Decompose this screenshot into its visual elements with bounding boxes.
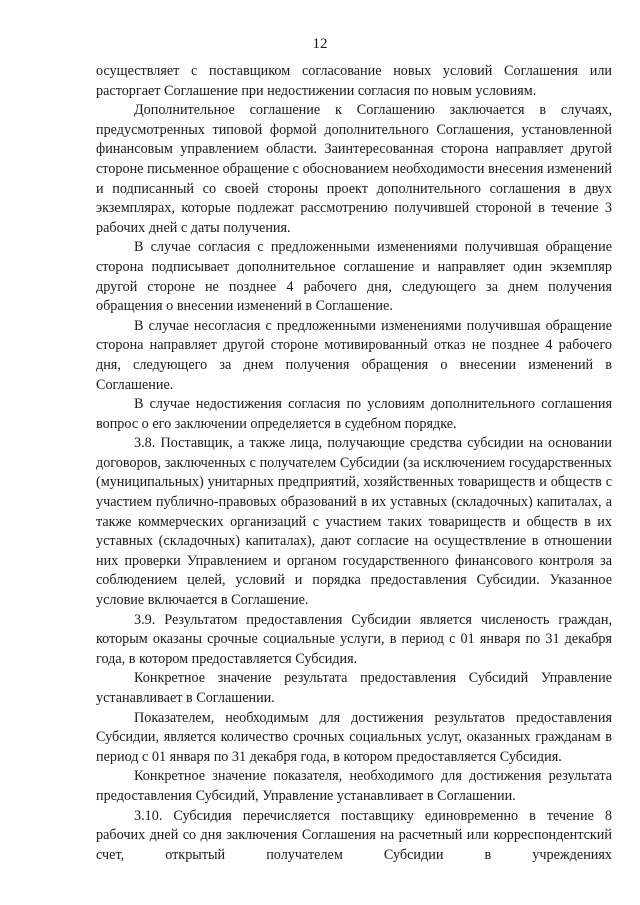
paragraph-indicator: Показателем, необходимым для достижения результатов предоставления Субсидии, является количество срочных социальных услуг, оказанных гражданам в период с 01 января по 31 декабря года, в котором предоставляется Субсидия. — [96, 709, 612, 765]
paragraph-agreement-refusal: В случае несогласия с предложенными изменениями получившая обращение сторона направляет другой стороне мотивированный отказ не позднее 4 рабочего дня, следующего за днем получения обращения о внесении изменений в Соглашение. — [96, 317, 612, 393]
paragraph-indicator-value: Конкретное значение показателя, необходимого для достижения результата предоставления Субсидий, Управление устанавливает в Соглашении. — [96, 768, 612, 804]
paragraph-additional-agreement: Дополнительное соглашение к Соглашению заключается в случаях, предусмотренных типовой формой дополнительного Соглашения, установленной финансовым управлением области. Заинтересованная сторона направляет другой стороне письменное обращение с обоснованием необходимости внесения изменений и подписанный со своей стороны проект дополнительного соглашения в двух экземплярах, которые подлежат рассмотрению получившей стороной в течение 3 рабочих дней с даты получения. — [96, 102, 612, 236]
paragraph-result-value: Конкретное значение результата предоставления Субсидий Управление устанавливает в Соглашении. — [96, 670, 612, 706]
document-body — [96, 62, 612, 865]
paragraph-clause-3-8: 3.8. Поставщик, а также лица, получающие средства субсидии на основании договоров, заключенных с получателем Субсидии (за исключением государственных (муниципальных) унитарных предприятий, хозяйственных товариществ и обществ с участием публично-правовых образований в их уставных (складочных) капиталах, а также коммерческих организаций с участием таких товариществ и обществ в их уставных (складочных) капиталах), дают согласие на осуществление в отношении них проверки Управлением и органом государственного финансового контроля за соблюдением целей, условий и порядка предоставления Субсидии. Указанное условие включается в Соглашение. — [96, 435, 612, 609]
paragraph-continuation: осуществляет с поставщиком согласование новых условий Соглашения или расторгает Соглашение при недостижении согласия по новым условиям. — [96, 63, 612, 99]
paragraph-clause-3-9: 3.9. Результатом предоставления Субсидии является численость граждан, которым оказаны срочные социальные услуги, в период с 01 января по 31 декабря года, в котором предоставляется Субсидия. — [96, 611, 612, 667]
paragraph-agreement-consent: В случае согласия с предложенными изменениями получившая обращение сторона подписывает дополнительное соглашение и направляет один экземпляр другой стороне не позднее 4 рабочего дня, следующего за днем получения обращения о внесении изменений в Соглашение. — [96, 239, 612, 315]
page-number: 12 — [312, 36, 328, 52]
paragraph-court-procedure: В случае недостижения согласия по условиям дополнительного соглашения вопрос о его заключении определяется в судебном порядке. — [96, 396, 612, 432]
paragraph-clause-3-10: 3.10. Субсидия перечисляется поставщику единовременно в течение 8 рабочих дней со дня заключения Соглашения на расчетный или корреспондентский счет, открытый получателем Субсидии в учреждениях — [96, 807, 612, 863]
